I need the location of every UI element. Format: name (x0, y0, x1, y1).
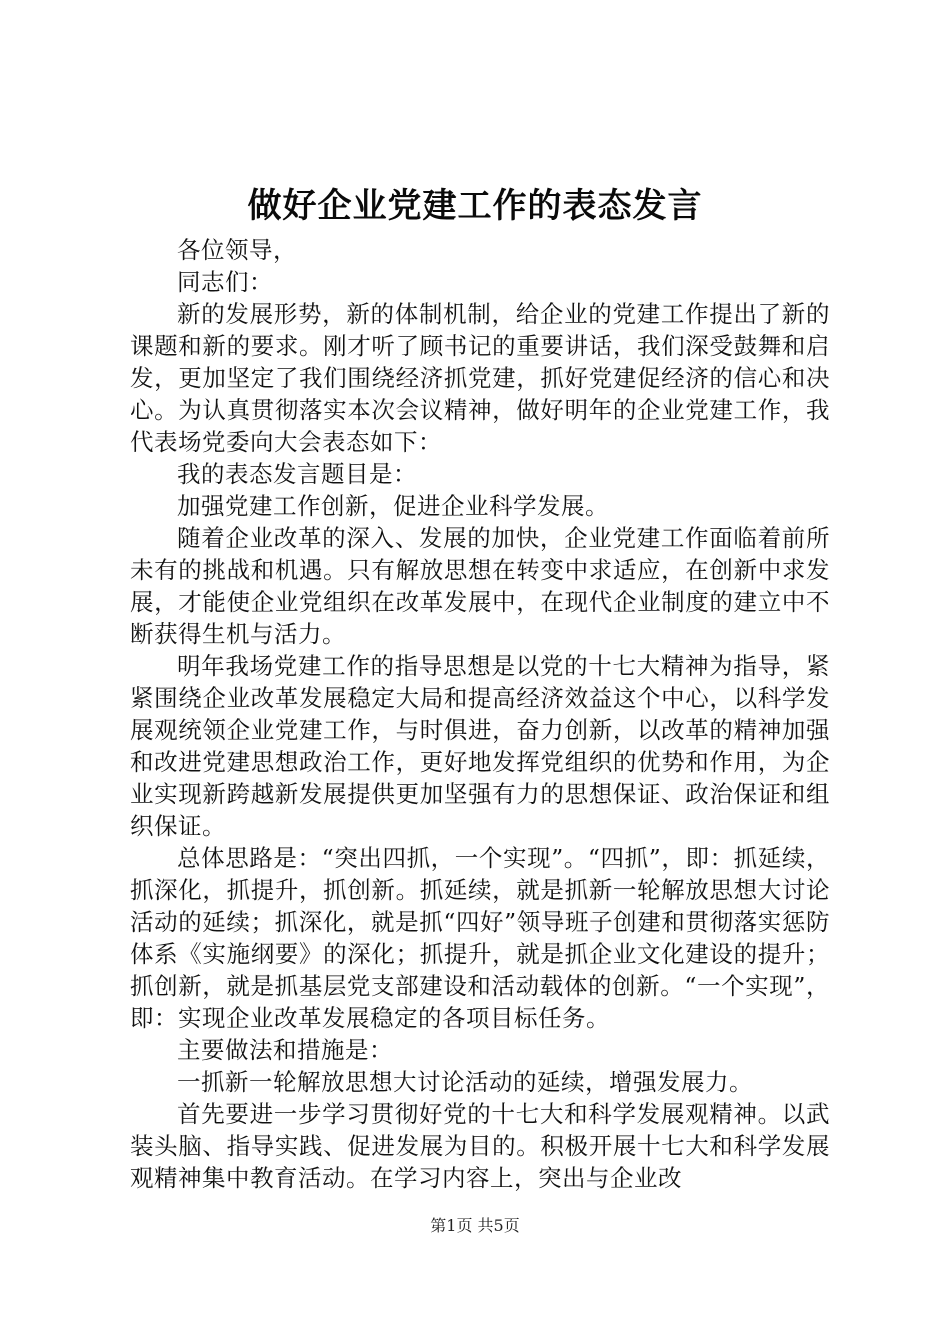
paragraph-salutation-comrades: 同志们： (177, 268, 273, 296)
paragraph-topic-lead: 我的表态发言题目是： (177, 460, 417, 488)
paragraph-measure-one: 一抓新一轮解放思想大讨论活动的延续，增强发展力。 (177, 1068, 753, 1096)
page-footer: 第1页 共5页 (430, 1216, 520, 1235)
paragraph-challenges: 随着企业改革的深入、发展的加快，企业党建工作面临着前所未有的挑战和机遇。只有解放思想在转变中求适应，在创新中求发展，才能使企业党组织在改革发展中，在现代企业制度的建立中不断获得生机与活力。 (130, 524, 830, 648)
document-title: 做好企业党建工作的表态发言 (247, 186, 703, 226)
paragraph-intro: 新的发展形势，新的体制机制，给企业的党建工作提出了新的课题和新的要求。刚才听了顾书记的重要讲话，我们深受鼓舞和启发，更加坚定了我们围绕经济抓党建，抓好党建促经济的信心和决心。为认真贯彻落实本次会议精神，做好明年的企业党建工作，我代表场党委向大会表态如下： (130, 300, 830, 456)
paragraph-study: 首先要进一步学习贯彻好党的十七大和科学发展观精神。以武装头脑、指导实践、促进发展为目的。积极开展十七大和科学发展观精神集中教育活动。在学习内容上，突出与企业改 (130, 1100, 830, 1192)
paragraph-topic: 加强党建工作创新，促进企业科学发展。 (177, 492, 609, 520)
paragraph-guiding-thought: 明年我场党建工作的指导思想是以党的十七大精神为指导，紧紧围绕企业改革发展稳定大局和提高经济效益这个中心，以科学发展观统领企业党建工作，与时俱进，奋力创新，以改革的精神加强和改进党建思想政治工作，更好地发挥党组织的优势和作用，为企业实现新跨越新发展提供更加坚强有力的思想保证、政治保证和组织保证。 (130, 652, 830, 840)
paragraph-overall-approach: 总体思路是：“突出四抓，一个实现”。“四抓”，即：抓延续，抓深化，抓提升，抓创新。抓延续，就是抓新一轮解放思想大讨论活动的延续；抓深化，就是抓“四好”领导班子创建和贯彻落实惩防体系《实施纲要》的深化；抓提升，就是抓企业文化建设的提升；抓创新，就是抓基层党支部建设和活动载体的创新。“一个实现”，即：实现企业改革发展稳定的各项目标任务。 (130, 844, 830, 1032)
paragraph-salutation-leaders: 各位领导， (177, 236, 297, 264)
document-body (130, 234, 830, 1194)
paragraph-measures-lead: 主要做法和措施是： (177, 1036, 393, 1064)
